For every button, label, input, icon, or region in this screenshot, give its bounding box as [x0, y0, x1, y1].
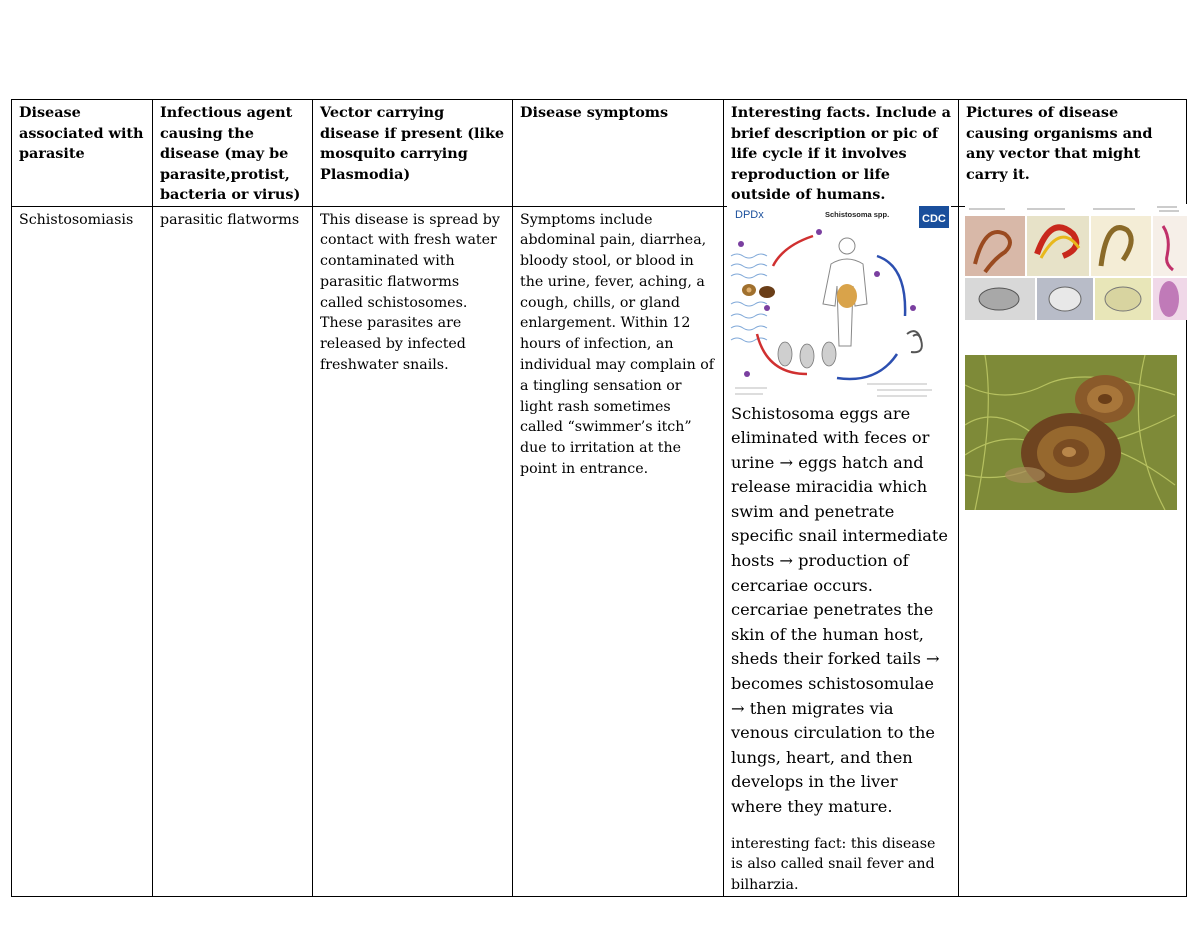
header-vector: Vector carrying disease if present (like mosquito carrying Plasmodia) — [313, 100, 513, 207]
cell-vector: This disease is spread by contact with fresh water contaminated with parasitic flatworms called schistosomes. These parasites are released by infected freshwater snails. — [313, 206, 513, 896]
parasite-table — [11, 99, 1187, 897]
liver-icon — [837, 284, 857, 308]
header-row — [12, 100, 1187, 207]
cell-facts — [724, 206, 959, 896]
header-pictures: Pictures of disease causing organisms and any vector that might carry it. — [959, 100, 1187, 207]
svg-text:CDC: CDC — [922, 212, 946, 225]
header-disease: Disease associated with parasite — [12, 100, 153, 207]
cell-agent: parasitic flatworms — [153, 206, 313, 896]
schistosome-worms-photo — [965, 204, 1187, 320]
interesting-fact: interesting fact: this disease is also called snail fever and bilharzia. — [731, 835, 936, 894]
header-agent: Infectious agent causing the disease (may be parasite,protist, bacteria or virus) — [153, 100, 313, 207]
dpdx-logo: DPDx — [735, 208, 764, 221]
life-cycle-description: Schistosoma eggs are eliminated with feces or urine → eggs hatch and release miracidia which swim and penetrate specific snail intermediate hosts → production of cercariae occurs. cercariae penetrates the skin of the human host, sheds their forked tails → becomes schistosomulae → then migrates via venous circulation to the lungs, heart, and then develops in the liver where they mature. — [731, 403, 949, 816]
eggs-icon — [778, 342, 836, 368]
cell-symptoms: Symptoms include abdominal pain, diarrhea, bloody stool, or blood in the urine, fever, aching, a cough, chills, or gland enlargement. Within 12 hours of infection, an individual may complain of a tingling sensation or light rash sometimes called “swimmer’s itch” due to irritation at the point in entrance. — [513, 206, 724, 896]
cell-pictures — [959, 206, 1187, 896]
cell-disease: Schistosomiasis — [12, 206, 153, 896]
table-row — [12, 206, 1187, 896]
header-symptoms: Disease symptoms — [513, 100, 724, 207]
freshwater-snail-photo — [965, 355, 1177, 510]
diagram-title: Schistosoma spp. — [825, 209, 890, 219]
header-facts: Interesting facts. Include a brief description or pic of life cycle if it involves reproduction or life outside of humans. — [724, 100, 959, 207]
life-cycle-diagram — [727, 204, 951, 400]
